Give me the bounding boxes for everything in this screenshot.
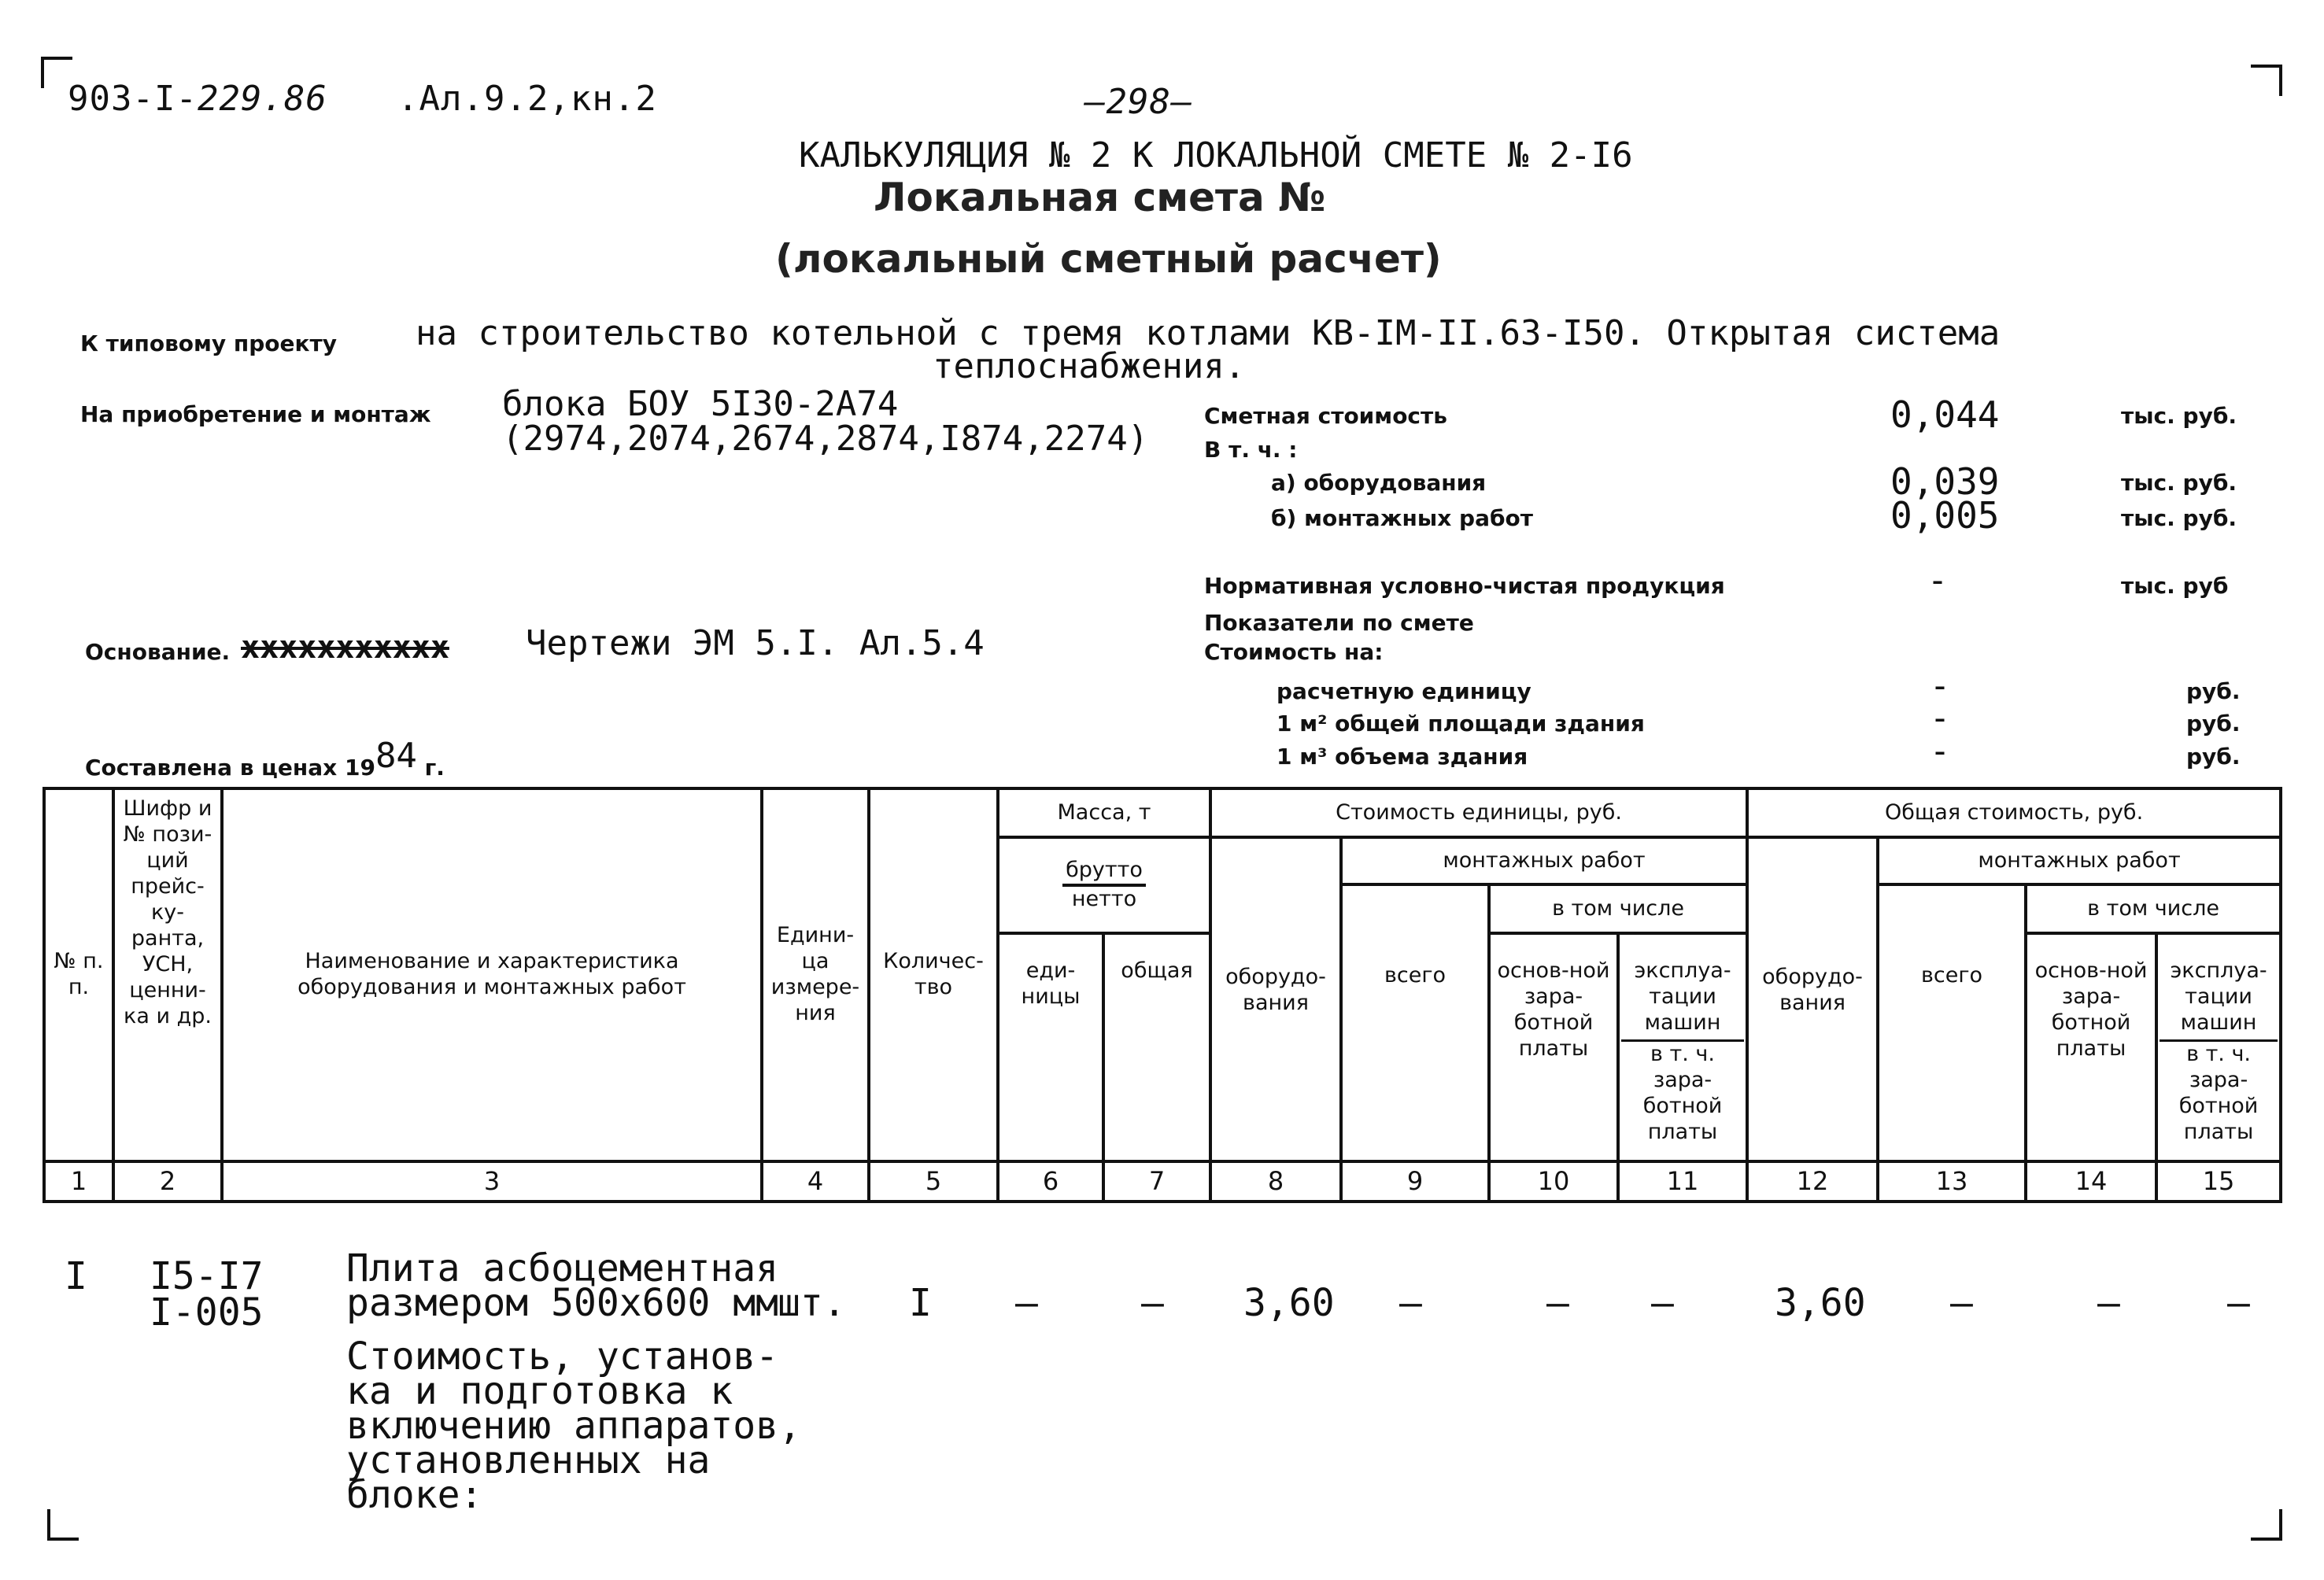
corner-mark-bottom-left (47, 1509, 79, 1541)
basis-struck-text: ххххххххххх (241, 629, 449, 666)
header-brutto: брутто (1062, 858, 1146, 887)
header-equipment: оборудо-вания (1210, 837, 1341, 1161)
header-install-incl: в том числе (1489, 884, 1747, 933)
row-no: I (65, 1254, 87, 1298)
per-m2-label: 1 м² общей площади здания (1277, 711, 1645, 736)
row-inst-mach: – (1651, 1281, 1674, 1325)
purchase-line-1: блока БОУ 5I30-2А74 (502, 384, 899, 424)
header-total-install: монтажных работ (1878, 837, 2281, 884)
basis-value: Чертежи ЭМ 5.I. Ал.5.4 (526, 623, 985, 663)
project-code (68, 79, 327, 119)
header-netto: нетто (1071, 887, 1137, 911)
row-qty: I (909, 1281, 932, 1325)
col-number: 15 (2156, 1161, 2281, 1202)
header-total-all: всего (1878, 884, 2026, 1161)
row-total-equip: 3,60 (1775, 1281, 1866, 1325)
col-number: 7 (1103, 1161, 1210, 1202)
indicators-label: Показатели по смете (1204, 610, 1474, 636)
cost-on-label: Стоимость на: (1204, 639, 1384, 665)
note-line-2: ка и подготовка к (346, 1369, 733, 1413)
row-total-all: – (1950, 1281, 1973, 1325)
header-mass: Масса, т (998, 788, 1210, 837)
header-mass-total: общая (1103, 933, 1210, 1161)
prices-year: 84 (375, 736, 417, 776)
estimated-cost-value: 0,044 (1890, 393, 2000, 436)
header-total-cost: Общая стоимость, руб. (1747, 788, 2281, 837)
header-unit: Едини-ца измере-ния (762, 788, 869, 1161)
col-number: 10 (1489, 1161, 1618, 1202)
including-label: В т. ч. : (1204, 437, 1298, 463)
struck-title-estimate: Локальная смета № (874, 175, 1326, 220)
install-cost-label: б) монтажных работ (1271, 505, 1533, 531)
estimated-cost-unit: тыс. руб. (2121, 403, 2237, 429)
row-total-base: – (2097, 1281, 2120, 1325)
equipment-cost-value: 0,039 (1890, 460, 2000, 503)
col-number: 1 (44, 1161, 113, 1202)
row-name-2: размером 500х600 мм (346, 1281, 779, 1325)
col-number: 2 (113, 1161, 222, 1202)
corner-mark-top-right (2251, 65, 2282, 96)
per-m3-rub: руб. (2186, 744, 2241, 770)
album-ref: .Ал.9.2,кн.2 (397, 79, 657, 119)
col-number: 14 (2026, 1161, 2156, 1202)
per-m3-value: – (1934, 739, 1945, 765)
code-handwritten: 229.86 (197, 79, 327, 119)
per-m2-value: – (1934, 706, 1945, 732)
note-line-3: включению аппаратов, (346, 1404, 801, 1448)
col-number: 12 (1747, 1161, 1878, 1202)
header-qty: Количес-тво (869, 788, 998, 1161)
basis-label: Основание. (85, 639, 231, 665)
header-name: Наименование и характеристика оборудования и монтажных работ (222, 788, 762, 1161)
row-total-mach: – (2227, 1281, 2250, 1325)
header-install: монтажных работ (1341, 837, 1747, 884)
norm-product-unit: тыс. руб (2121, 573, 2229, 599)
row-inst-all: – (1399, 1281, 1422, 1325)
row-inst-base: – (1546, 1281, 1569, 1325)
per-unit-label: расчетную единицу (1277, 678, 1531, 704)
corner-mark-bottom-right (2251, 1509, 2282, 1541)
row-code-2: I-005 (150, 1290, 264, 1335)
estimated-cost-label: Сметная стоимость (1204, 403, 1447, 429)
col-number: 9 (1341, 1161, 1489, 1202)
per-unit-value: – (1934, 674, 1945, 700)
purchase-line-2: (2974,2074,2674,2874,I874,2274) (502, 419, 1149, 459)
header-code: Шифр и № пози-ций прейс-ку-ранта, УСН, ценни-ка и др. (113, 788, 222, 1161)
col-number: 13 (1878, 1161, 2026, 1202)
norm-product-value: – (1932, 568, 1943, 594)
row-unit: шт. (778, 1281, 846, 1325)
col-number: 3 (222, 1161, 762, 1202)
header-total-equipment: оборудо-вания (1747, 837, 1878, 1161)
header-total-base-wage: основ-ной зара-ботной платы (2026, 933, 2156, 1161)
col-number: 6 (998, 1161, 1103, 1202)
header-mass-unit: еди-ницы (998, 933, 1103, 1161)
project-line-1: на строительство котельной с тремя котлами КВ-IМ-II.63-I50. Открытая система (416, 313, 2001, 353)
struck-title-calc: (локальный сметный расчет) (775, 236, 1442, 282)
install-cost-unit: тыс. руб. (2121, 505, 2237, 531)
header-total-machines: эксплуа-тации машин в т. ч. зара-ботной платы (2156, 933, 2281, 1161)
col-number: 4 (762, 1161, 869, 1202)
col-number: 8 (1210, 1161, 1341, 1202)
per-m2-rub: руб. (2186, 711, 2241, 736)
norm-product-label: Нормативная условно-чистая продукция (1204, 573, 1725, 599)
row-mass-unit: – (1015, 1281, 1038, 1325)
header-unit-cost: Стоимость единицы, руб. (1210, 788, 1747, 837)
page-number: –298– (1084, 82, 1193, 122)
col-number: 11 (1618, 1161, 1747, 1202)
row-code-1: I5-I7 (150, 1254, 264, 1298)
note-line-5: блоке: (346, 1473, 483, 1517)
project-line-2: теплоснабжения. (933, 346, 1246, 386)
header-total-incl: в том числе (2026, 884, 2281, 933)
header-install-machines: эксплуа-тации машин в т. ч. зара-ботной платы (1618, 933, 1747, 1161)
row-equip-cost: 3,60 (1243, 1281, 1335, 1325)
per-unit-rub: руб. (2186, 678, 2241, 704)
header-no: № п. п. (44, 788, 113, 1161)
note-line-1: Стоимость, установ- (346, 1335, 779, 1379)
code-prefix: 903-I- (68, 79, 198, 119)
header-brutto-netto (998, 837, 1210, 933)
prices-label: Составлена в ценах 1984 г. (85, 736, 445, 781)
project-label: К типовому проекту (80, 330, 338, 356)
row-name-1: Плита асбоцементная (346, 1246, 779, 1290)
estimate-table (42, 787, 2282, 1203)
col-number: 5 (869, 1161, 998, 1202)
install-cost-value: 0,005 (1890, 494, 2000, 537)
column-number-row (44, 1161, 2281, 1202)
note-line-4: установленных на (346, 1438, 711, 1482)
calculation-title: КАЛЬКУЛЯЦИЯ № 2 К ЛОКАЛЬНОЙ СМЕТЕ № 2-I6 (799, 135, 1633, 175)
header-install-machines-wage: в т. ч. зара-ботной платы (1621, 1039, 1744, 1146)
header-install-all: всего (1341, 884, 1489, 1161)
row-mass-total: – (1141, 1281, 1164, 1325)
per-m3-label: 1 м³ объема здания (1277, 744, 1528, 770)
equipment-cost-unit: тыс. руб. (2121, 470, 2237, 496)
header-total-machines-wage: в т. ч. зара-ботной платы (2160, 1039, 2278, 1146)
header-install-base-wage: основ-ной зара-ботной платы (1489, 933, 1618, 1161)
purchase-label: На приобретение и монтаж (80, 401, 431, 427)
equipment-cost-label: а) оборудования (1271, 470, 1487, 496)
